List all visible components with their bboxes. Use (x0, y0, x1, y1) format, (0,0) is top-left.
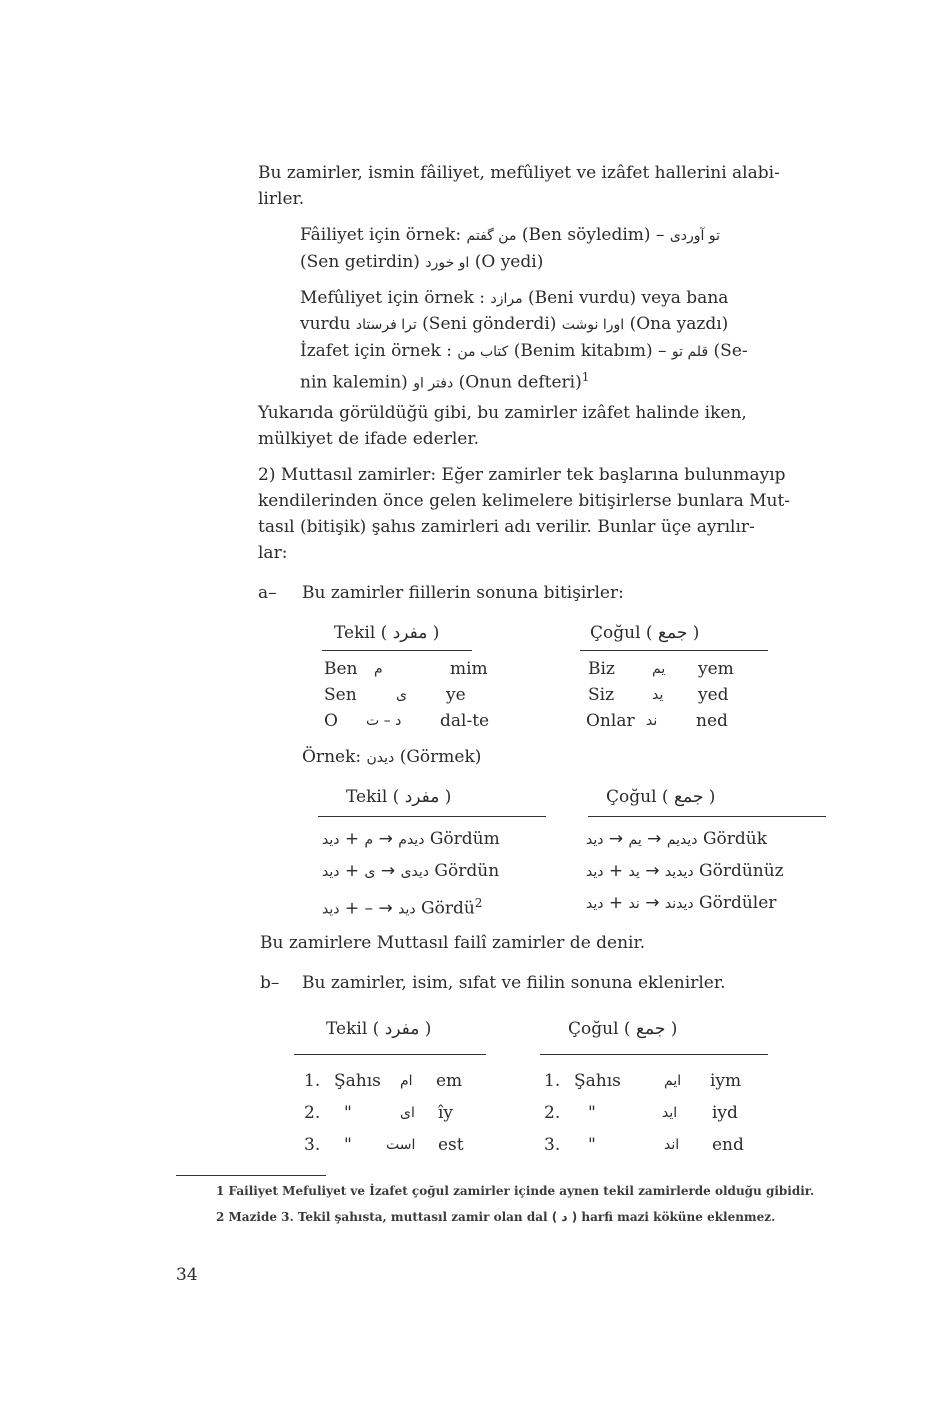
table2-cogul-res-2: دیدید (664, 864, 694, 880)
intro-line-2: lirler. (258, 189, 305, 209)
muttasil-line-4: lar: (258, 543, 288, 563)
mefuliyet-tr-2: (Seni gönderdi) (422, 314, 557, 334)
izafet-ar-2: قلم تو (671, 344, 709, 360)
intro-line-1: Bu zamirler, ismin fâiliyet, mefûliyet ve izâfet hallerini alabi- (258, 163, 780, 183)
mefuliyet-label: Mefûliyet için örnek : (300, 288, 486, 308)
table1-cogul-rule (580, 650, 768, 651)
failiyet-tr-3: (O yedi) (474, 252, 544, 272)
table2-tekil-suf-3: – (364, 898, 374, 919)
table3-cogul-rule (540, 1054, 768, 1055)
table3-tekil-who-1: Şahıs (334, 1071, 381, 1091)
ornek-label: Örnek: (302, 747, 362, 767)
table1-tekil-header: Tekil ( مفرد ) (334, 623, 440, 643)
table3-tekil-name-1: em (436, 1071, 463, 1091)
table2-tekil-base-3: دید (322, 901, 340, 918)
footnote-rule (176, 1175, 326, 1176)
table3-cogul-name-2: iyd (712, 1103, 738, 1123)
yukarida-line-1: Yukarıda görüldüğü gibi, bu zamirler izâfet halinde iken, (258, 403, 747, 423)
table2-tekil-arrow-3: → (378, 898, 393, 919)
table1-cogul-name-3: ned (696, 711, 728, 731)
table1-tekil-name-3: dal-te (440, 711, 490, 731)
table2-tekil-tr-3: Gördü (421, 898, 475, 919)
failiyet-ar-2: تو آوردی (669, 228, 721, 244)
table1-cogul-header: Çoğul ( جمع ) (590, 623, 700, 643)
table3-tekil-ar-1: ام (400, 1073, 413, 1089)
mefuliyet-line-1 (300, 285, 728, 312)
table3-cogul-name-1: iym (710, 1071, 742, 1091)
table2-cogul-base-3: دید (586, 896, 604, 912)
table2-cogul-suf-2: ید (628, 864, 640, 880)
table2-tekil-header: Tekil ( مفرد ) (346, 787, 452, 807)
table2-cogul-suf-3: ند (628, 896, 640, 912)
izafet-ar-3: دفتر او (413, 375, 454, 392)
page-number: 34 (176, 1265, 198, 1285)
footnote-ref-2: 2 (474, 896, 483, 910)
table1-cogul-pron-2: Siz (588, 685, 615, 705)
table2-tekil-res-2: دیدی (400, 864, 430, 880)
failiyet-ar-3: او خورد (425, 255, 470, 271)
table3-cogul-who-3: " (588, 1135, 596, 1155)
table3-cogul-num-1: 1. (544, 1071, 561, 1091)
table3-tekil-num-3: 3. (304, 1135, 321, 1155)
table2-tekil-res-3: دید (398, 901, 416, 918)
table2-tekil-op-1: + (344, 829, 360, 849)
footnote-2-text-a: 2 Mazide 3. Tekil şahısta, muttasıl zamir olan dal (216, 1210, 548, 1224)
table3-cogul-name-3: end (712, 1135, 744, 1155)
table2-cogul-row-3 (586, 890, 776, 917)
section-b-text: Bu zamirler, isim, sıfat ve fiilin sonuna eklenirler. (302, 973, 726, 993)
muttasil-line-3: tasıl (bitişik) şahıs zamirleri adı verilir. Bunlar üçe ayrılır- (258, 517, 755, 537)
table2-tekil-arrow-2: → (380, 861, 396, 881)
failiyet-tr-1: (Ben söyledim) – (521, 225, 665, 245)
table3-tekil-name-3: est (438, 1135, 464, 1155)
footnote-2 (216, 1210, 775, 1224)
table3-tekil-ar-3: است (386, 1137, 416, 1153)
failiyet-label: Fâiliyet için örnek: (300, 225, 462, 245)
table1-tekil-pron-1: Ben (324, 659, 358, 679)
table2-cogul-arrow-1: → (647, 829, 662, 849)
table1-tekil-pron-2: Sen (324, 685, 357, 705)
faili-text: Bu zamirlere Muttasıl failî zamirler de denir. (260, 933, 646, 953)
table3-tekil-who-3: " (344, 1135, 352, 1155)
table2-cogul-op-1: → (608, 829, 624, 849)
table1-cogul-pron-3: Onlar (586, 711, 635, 731)
mefuliyet-line-2 (300, 311, 728, 338)
table2-tekil-row-1 (322, 826, 500, 853)
muttasil-line-2: kendilerinden önce gelen kelimelere bitişirlerse bunlara Mut- (258, 491, 791, 511)
table2-tekil-op-3: + (344, 898, 360, 919)
table3-cogul-who-2: " (588, 1103, 596, 1123)
table3-tekil-rule (294, 1054, 486, 1055)
table2-tekil-row-3 (322, 890, 482, 923)
mefuliyet-ar-1: مرازد (490, 291, 523, 307)
table2-cogul-arrow-3: → (645, 893, 660, 913)
footnote-2-text-b: harfi mazi köküne eklenmez. (581, 1210, 776, 1224)
table1-tekil-ar-1: م (374, 661, 383, 677)
table2-cogul-header: Çoğul ( جمع ) (606, 787, 716, 807)
table1-cogul-ar-3: ند (646, 713, 658, 729)
mefuliyet-cont: vurdu (300, 314, 351, 334)
table2-cogul-row-1 (586, 826, 767, 853)
ornek-tr: (Görmek) (399, 747, 482, 767)
table3-cogul-ar-2: اید (662, 1105, 678, 1121)
table2-tekil-arrow-1: → (378, 829, 393, 849)
izafet-tr-1: (Benim kitabım) – (513, 341, 667, 361)
izafet-line-1 (300, 338, 748, 365)
table2-cogul-suf-1: یم (628, 832, 642, 848)
ornek-line (302, 744, 481, 771)
table2-cogul-tr-1: Gördük (702, 829, 768, 849)
table3-tekil-num-1: 1. (304, 1071, 321, 1091)
table2-tekil-row-2 (322, 858, 499, 885)
izafet-line-2 (300, 364, 589, 397)
muttasil-line-1: 2) Muttasıl zamirler: Eğer zamirler tek başlarına bulunmayıp (258, 465, 786, 485)
table3-tekil-ar-2: ای (400, 1105, 415, 1121)
table2-cogul-arrow-2: → (645, 861, 660, 881)
mefuliyet-tr-1: (Beni vurdu) veya bana (527, 288, 729, 308)
table3-tekil-who-2: " (344, 1103, 352, 1123)
table3-tekil-num-2: 2. (304, 1103, 321, 1123)
table1-tekil-rule (322, 650, 472, 651)
mefuliyet-tr-3: (Ona yazdı) (629, 314, 729, 334)
table1-cogul-ar-2: ید (652, 687, 664, 703)
table2-cogul-base-2: دید (586, 864, 604, 880)
table1-cogul-ar-1: یم (652, 661, 666, 677)
izafet-tr-2: (Se- (713, 341, 748, 361)
izafet-ar-1: کتاب من (457, 344, 509, 360)
table2-cogul-tr-2: Gördünüz (699, 861, 784, 881)
failiyet-ar-1: من گفتم (466, 228, 517, 244)
table2-cogul-base-1: دید (586, 832, 604, 848)
table2-tekil-base-1: دید (322, 832, 340, 848)
table2-tekil-suf-1: م (364, 832, 374, 848)
yukarida-line-2: mülkiyet de ifade ederler. (258, 429, 479, 449)
table1-tekil-name-2: ye (446, 685, 466, 705)
table1-tekil-name-1: mim (450, 659, 488, 679)
table2-cogul-op-3: + (608, 893, 624, 913)
section-b-label: b– (260, 973, 280, 993)
failiyet-line-1 (300, 222, 720, 249)
table2-tekil-op-2: + (344, 861, 360, 881)
table3-cogul-header: Çoğul ( جمع ) (568, 1019, 678, 1039)
mefuliyet-ar-3: اورا نوشت (561, 317, 625, 333)
table2-tekil-tr-1: Gördüm (429, 829, 500, 849)
table3-cogul-who-1: Şahıs (574, 1071, 621, 1091)
izafet-cont: nin kalemin) (300, 372, 408, 393)
table3-cogul-ar-3: اند (664, 1137, 680, 1153)
table2-cogul-row-2 (586, 858, 784, 885)
izafet-label: İzafet için örnek : (300, 341, 452, 361)
table1-cogul-pron-1: Biz (588, 659, 615, 679)
table3-cogul-ar-1: ایم (664, 1073, 682, 1089)
failiyet-line-2 (300, 249, 543, 276)
table1-cogul-name-2: yed (698, 685, 729, 705)
table1-tekil-ar-3: د – ت (366, 713, 402, 729)
table2-tekil-res-1: دیدم (398, 832, 425, 848)
izafet-tr-3: (Onun defteri) (458, 372, 582, 393)
table1-tekil-pron-3: O (324, 711, 338, 731)
table2-cogul-rule (588, 816, 826, 817)
mefuliyet-ar-2: ترا فرستاد (355, 317, 417, 333)
table1-cogul-name-1: yem (698, 659, 734, 679)
table3-cogul-num-3: 3. (544, 1135, 561, 1155)
section-a-text: Bu zamirler fiillerin sonuna bitişirler: (302, 583, 624, 603)
ornek-ar: دیدن (366, 750, 395, 766)
table2-tekil-tr-2: Gördün (434, 861, 500, 881)
table2-cogul-tr-3: Gördüler (699, 893, 777, 913)
table2-cogul-res-3: دیدند (664, 896, 694, 912)
table2-tekil-rule (318, 816, 546, 817)
table1-tekil-ar-2: ی (396, 687, 407, 703)
table2-cogul-res-1: دیدیم (666, 832, 698, 848)
footnote-1: 1 Failiyet Mefuliyet ve İzafet çoğul zamirler içinde aynen tekil zamirlerde olduğu gibidir. (216, 1184, 815, 1198)
table2-tekil-suf-2: ی (364, 864, 376, 880)
table2-tekil-base-2: دید (322, 864, 340, 880)
table3-tekil-header: Tekil ( مفرد ) (326, 1019, 432, 1039)
table3-tekil-name-2: îy (438, 1103, 454, 1123)
section-a-label: a– (258, 583, 277, 603)
footnote-2-ar: ( د ) (551, 1210, 578, 1224)
table3-cogul-num-2: 2. (544, 1103, 561, 1123)
table2-cogul-op-2: + (608, 861, 624, 881)
failiyet-tr-2: (Sen getirdin) (300, 252, 420, 272)
footnote-ref-1: 1 (581, 370, 590, 384)
